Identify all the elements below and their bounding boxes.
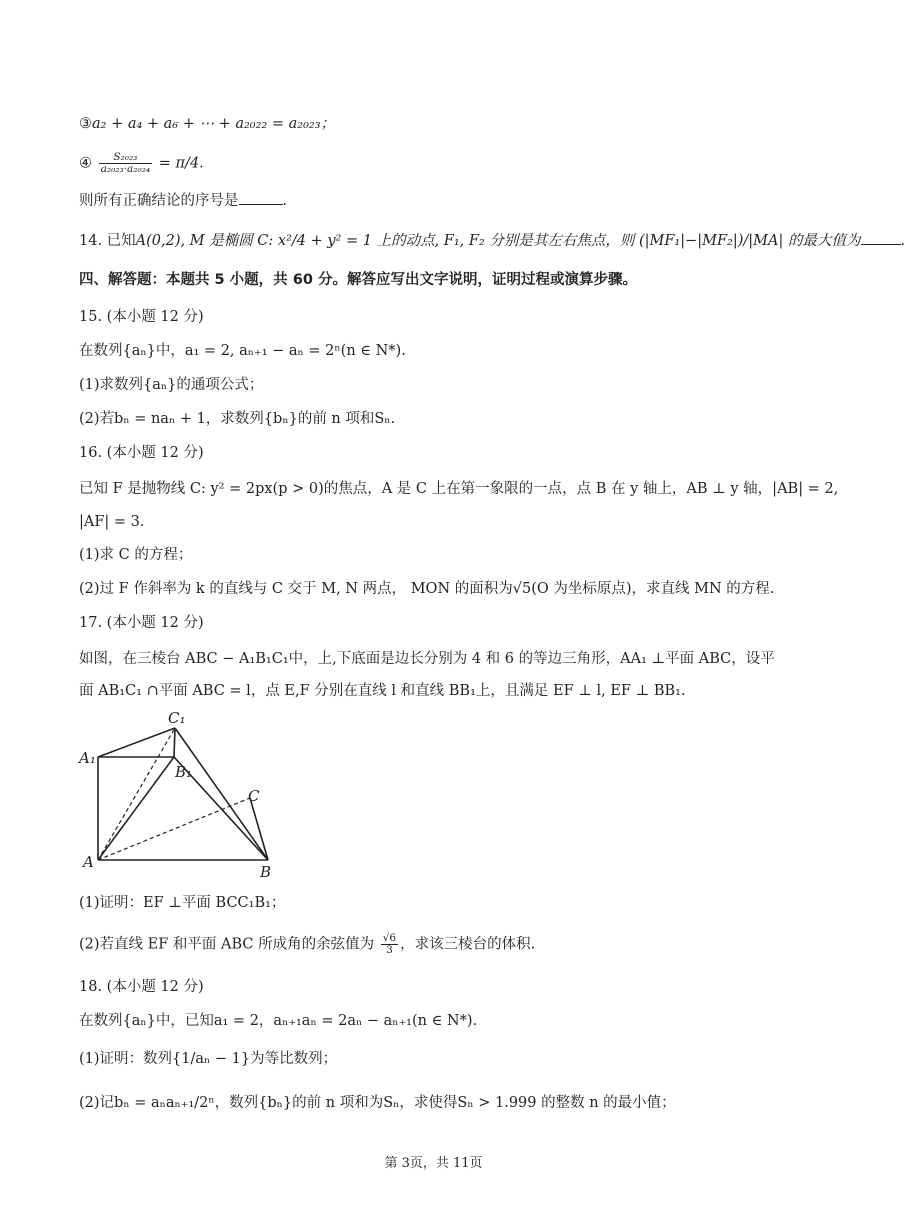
q16-stem2: |AF| = 3.	[79, 514, 145, 530]
page-footer: 第 3页，共 11页	[384, 1156, 483, 1171]
q15-header: 15. (本小题 12 分)	[79, 309, 204, 325]
q16-part1: (1)求 C 的方程；	[79, 547, 193, 563]
item3-formula: a₂ + a₄ + a₆ + ⋯ + a₂₀₂₂ = a₂₀₂₃；	[92, 116, 336, 132]
item4-marker: ④	[79, 155, 92, 172]
q14-answer-blank	[861, 232, 901, 245]
q15-part1: (1)求数列{aₙ}的通项公式；	[79, 377, 264, 393]
answer-blank	[239, 192, 283, 205]
label-b1: B₁	[175, 763, 193, 781]
q15-part2: (2)若bₙ = naₙ + 1，求数列{bₙ}的前 n 项和Sₙ.	[79, 411, 396, 427]
q17-part2-post: ，求该三棱台的体积.	[400, 936, 536, 953]
label-a: A	[83, 853, 94, 871]
q17-header: 17. (本小题 12 分)	[79, 615, 204, 631]
q14-line: 14. 已知A(0,2), M 是椭圆 C: x²/4 + y² = 1 上的动点, F₁, F₂ 分别是其左右焦点，则 (|MF₁|−|MF₂|)/|MA| 的最大值为 .	[79, 233, 905, 249]
cosine-numerator: √6	[382, 932, 397, 944]
item4-numerator: S₂₀₂₃	[99, 152, 153, 164]
q18-part1: (1)证明：数列{1/aₙ − 1}为等比数列；	[79, 1051, 338, 1067]
item3-marker: ③	[79, 116, 92, 132]
q18-stem: 在数列{aₙ}中，已知a₁ = 2，aₙ₊₁aₙ = 2aₙ − aₙ₊₁(n ∈ N*).	[79, 1013, 478, 1029]
frustum-figure	[70, 705, 290, 885]
edge-a1-c1	[98, 728, 175, 757]
q16-stem1: 已知 F 是抛物线 C: y² = 2px(p > 0)的焦点，A 是 C 上在第一象限的一点，点 B 在 y 轴上，AB ⊥ y 轴，|AB| = 2,	[79, 481, 839, 497]
q16-header: 16. (本小题 12 分)	[79, 445, 204, 461]
q17-part1: (1)证明：EF ⊥平面 BCC₁B₁；	[79, 895, 286, 911]
label-a1: A₁	[79, 749, 96, 767]
conclusion-text: 则所有正确结论的序号是	[79, 193, 239, 209]
q17-part2	[79, 933, 535, 956]
q14-prefix: 14. 已知	[79, 233, 136, 249]
q18-header: 18. (本小题 12 分)	[79, 979, 204, 995]
label-b: B	[260, 863, 272, 881]
edge-a-c1-dashed	[98, 728, 175, 860]
q16-part2: (2)过 F 作斜率为 k 的直线与 C 交于 M, N 两点， MON 的面积为√5(O 为坐标原点)，求直线 MN 的方程.	[79, 581, 775, 597]
item4-fraction	[99, 152, 153, 175]
q14-text: A(0,2), M 是椭圆 C: x²/4 + y² = 1 上的动点, F₁, F₂ 分别是其左右焦点，则 (|MF₁|−|MF₂|)/|MA| 的最大值为	[135, 233, 861, 249]
conclusion-line: 则所有正确结论的序号是 .	[79, 193, 288, 209]
edge-c1-b1	[174, 728, 175, 757]
label-c: C	[248, 787, 260, 805]
q17-part2-pre: (2)若直线 EF 和平面 ABC 所成角的余弦值为	[79, 936, 375, 953]
item4-denominator: a₂₀₂₃·a₂₀₂₄	[100, 163, 151, 175]
edge-a-b1	[98, 757, 174, 860]
q17-stem1: 如图，在三棱台 ABC − A₁B₁C₁中，上,下底面是边长分别为 4 和 6 的等边三角形，AA₁ ⊥平面 ABC，设平	[79, 651, 775, 667]
item3-line	[79, 114, 335, 134]
q17-cosine-fraction	[381, 933, 398, 956]
item4-equals: = π/4.	[158, 155, 204, 172]
q17-stem2: 面 AB₁C₁ ∩平面 ABC = l，点 E,F 分别在直线 l 和直线 BB₁上，且满足 EF ⊥ l, EF ⊥ BB₁.	[79, 683, 686, 699]
label-c1: C₁	[168, 709, 186, 727]
cosine-denominator: 3	[386, 944, 393, 956]
q18-part2: (2)记bₙ = aₙaₙ₊₁/2ⁿ，数列{bₙ}的前 n 项和为Sₙ，求使得Sₙ > 1.999 的整数 n 的最小值；	[79, 1095, 676, 1111]
section-title: 四、解答题：本题共 5 小题，共 60 分。解答应写出文字说明，证明过程或演算步骤。	[79, 272, 637, 288]
item4-line	[79, 152, 204, 175]
q15-stem: 在数列{aₙ}中，a₁ = 2, aₙ₊₁ − aₙ = 2ⁿ(n ∈ N*).	[79, 343, 406, 359]
